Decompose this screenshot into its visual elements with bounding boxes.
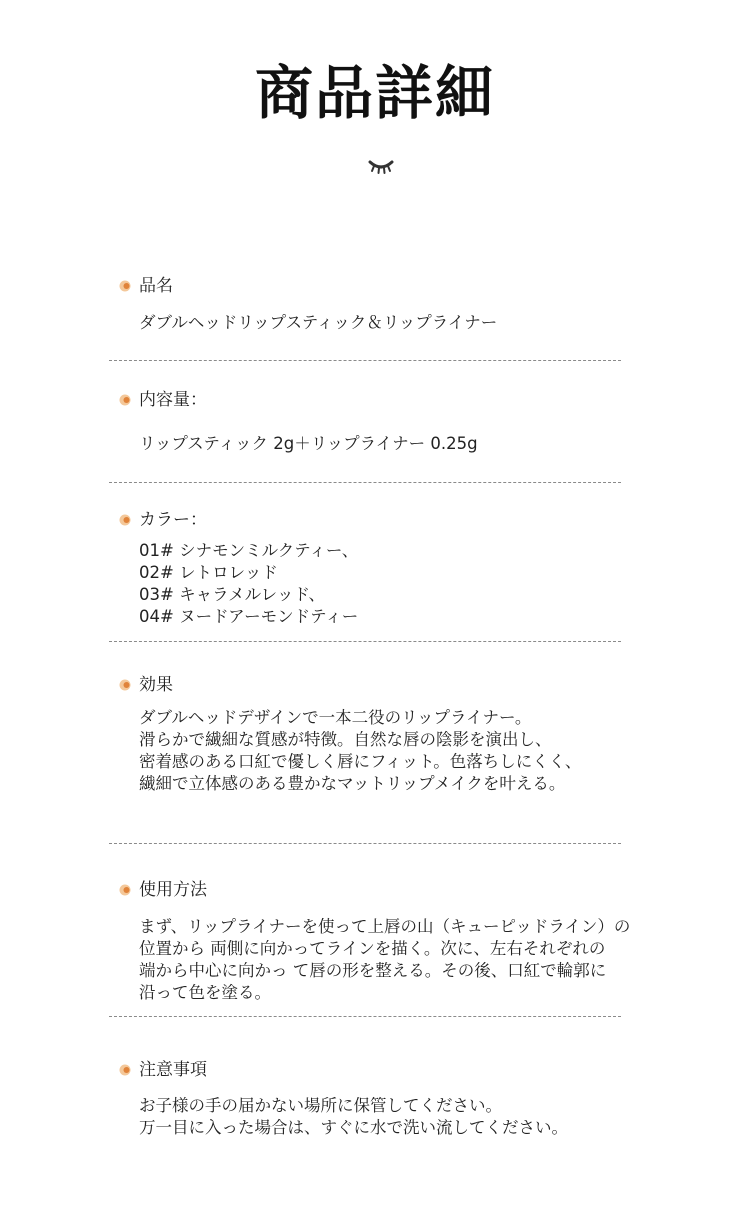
body-line: 03# キャラメルレッド、 [139, 585, 326, 604]
section-header [119, 672, 173, 698]
body-line: ダブルヘッドデザインで一本二役のリップライナー。 [139, 708, 532, 727]
section-body-usage [139, 916, 639, 1004]
body-line: 密着感のある口紅で優しく唇にフィット。色落ちしにくく、 [139, 752, 582, 771]
section-body-effects [139, 707, 639, 795]
section-header [119, 1057, 207, 1083]
dot-bullet-icon [119, 679, 131, 691]
closed-eye-lash-icon [366, 156, 396, 176]
body-line: 位置から 両側に向かってラインを描く。次に、左右それぞれの [139, 939, 606, 958]
dot-bullet-icon [119, 884, 131, 896]
body-line: 04# ヌードアーモンドティー [139, 607, 359, 626]
body-line: 万一目に入った場合は、すぐに水で洗い流してください。 [139, 1118, 568, 1137]
section-body-colors [139, 540, 639, 628]
page-title: 商品詳細 [254, 59, 495, 127]
dot-bullet-icon [119, 514, 131, 526]
body-line: 繊細で立体感のある豊かなマットリップメイクを叶える。 [139, 774, 566, 793]
body-line: お子様の手の届かない場所に保管してください。 [139, 1096, 502, 1115]
body-line: 02# レトロレッド [139, 563, 278, 582]
body-line: 01# シナモンミルクティー、 [139, 541, 359, 560]
dot-bullet-icon [119, 280, 131, 292]
body-line: 沿って色を塗る。 [139, 983, 271, 1002]
section-label-usage: 使用方法 [139, 880, 207, 900]
body-line: まず、リップライナーを使って上唇の山（キューピッドライン）の [139, 917, 631, 936]
section-body-contents [139, 433, 639, 455]
section-label-precautions: 注意事項 [139, 1060, 207, 1080]
section-header [119, 387, 207, 413]
body-line: 滑らかで繊細な質感が特徴。自然な唇の陰影を演出し、 [139, 730, 552, 749]
section-label-colors: カラー： [139, 510, 207, 530]
section-label-effects: 効果 [139, 675, 173, 695]
section-label-contents: 内容量： [139, 390, 207, 410]
divider [109, 641, 621, 642]
section-label-product-name: 品名 [139, 276, 173, 296]
body-line: 端から中心に向かっ て唇の形を整える。その後、口紅で輪郭に [139, 961, 607, 980]
divider [109, 482, 621, 483]
dot-bullet-icon [119, 1064, 131, 1076]
section-body-product-name [139, 312, 639, 334]
divider [109, 360, 621, 361]
body-line: リップスティック 2g＋リップライナー 0.25g [139, 434, 478, 453]
dot-bullet-icon [119, 394, 131, 406]
section-header [119, 273, 173, 299]
body-line: ダブルヘッドリップスティック＆リップライナー [139, 313, 498, 332]
divider [109, 1016, 621, 1017]
section-header [119, 507, 207, 533]
section-header [119, 877, 207, 903]
divider [109, 843, 621, 844]
section-body-precautions [139, 1095, 639, 1139]
